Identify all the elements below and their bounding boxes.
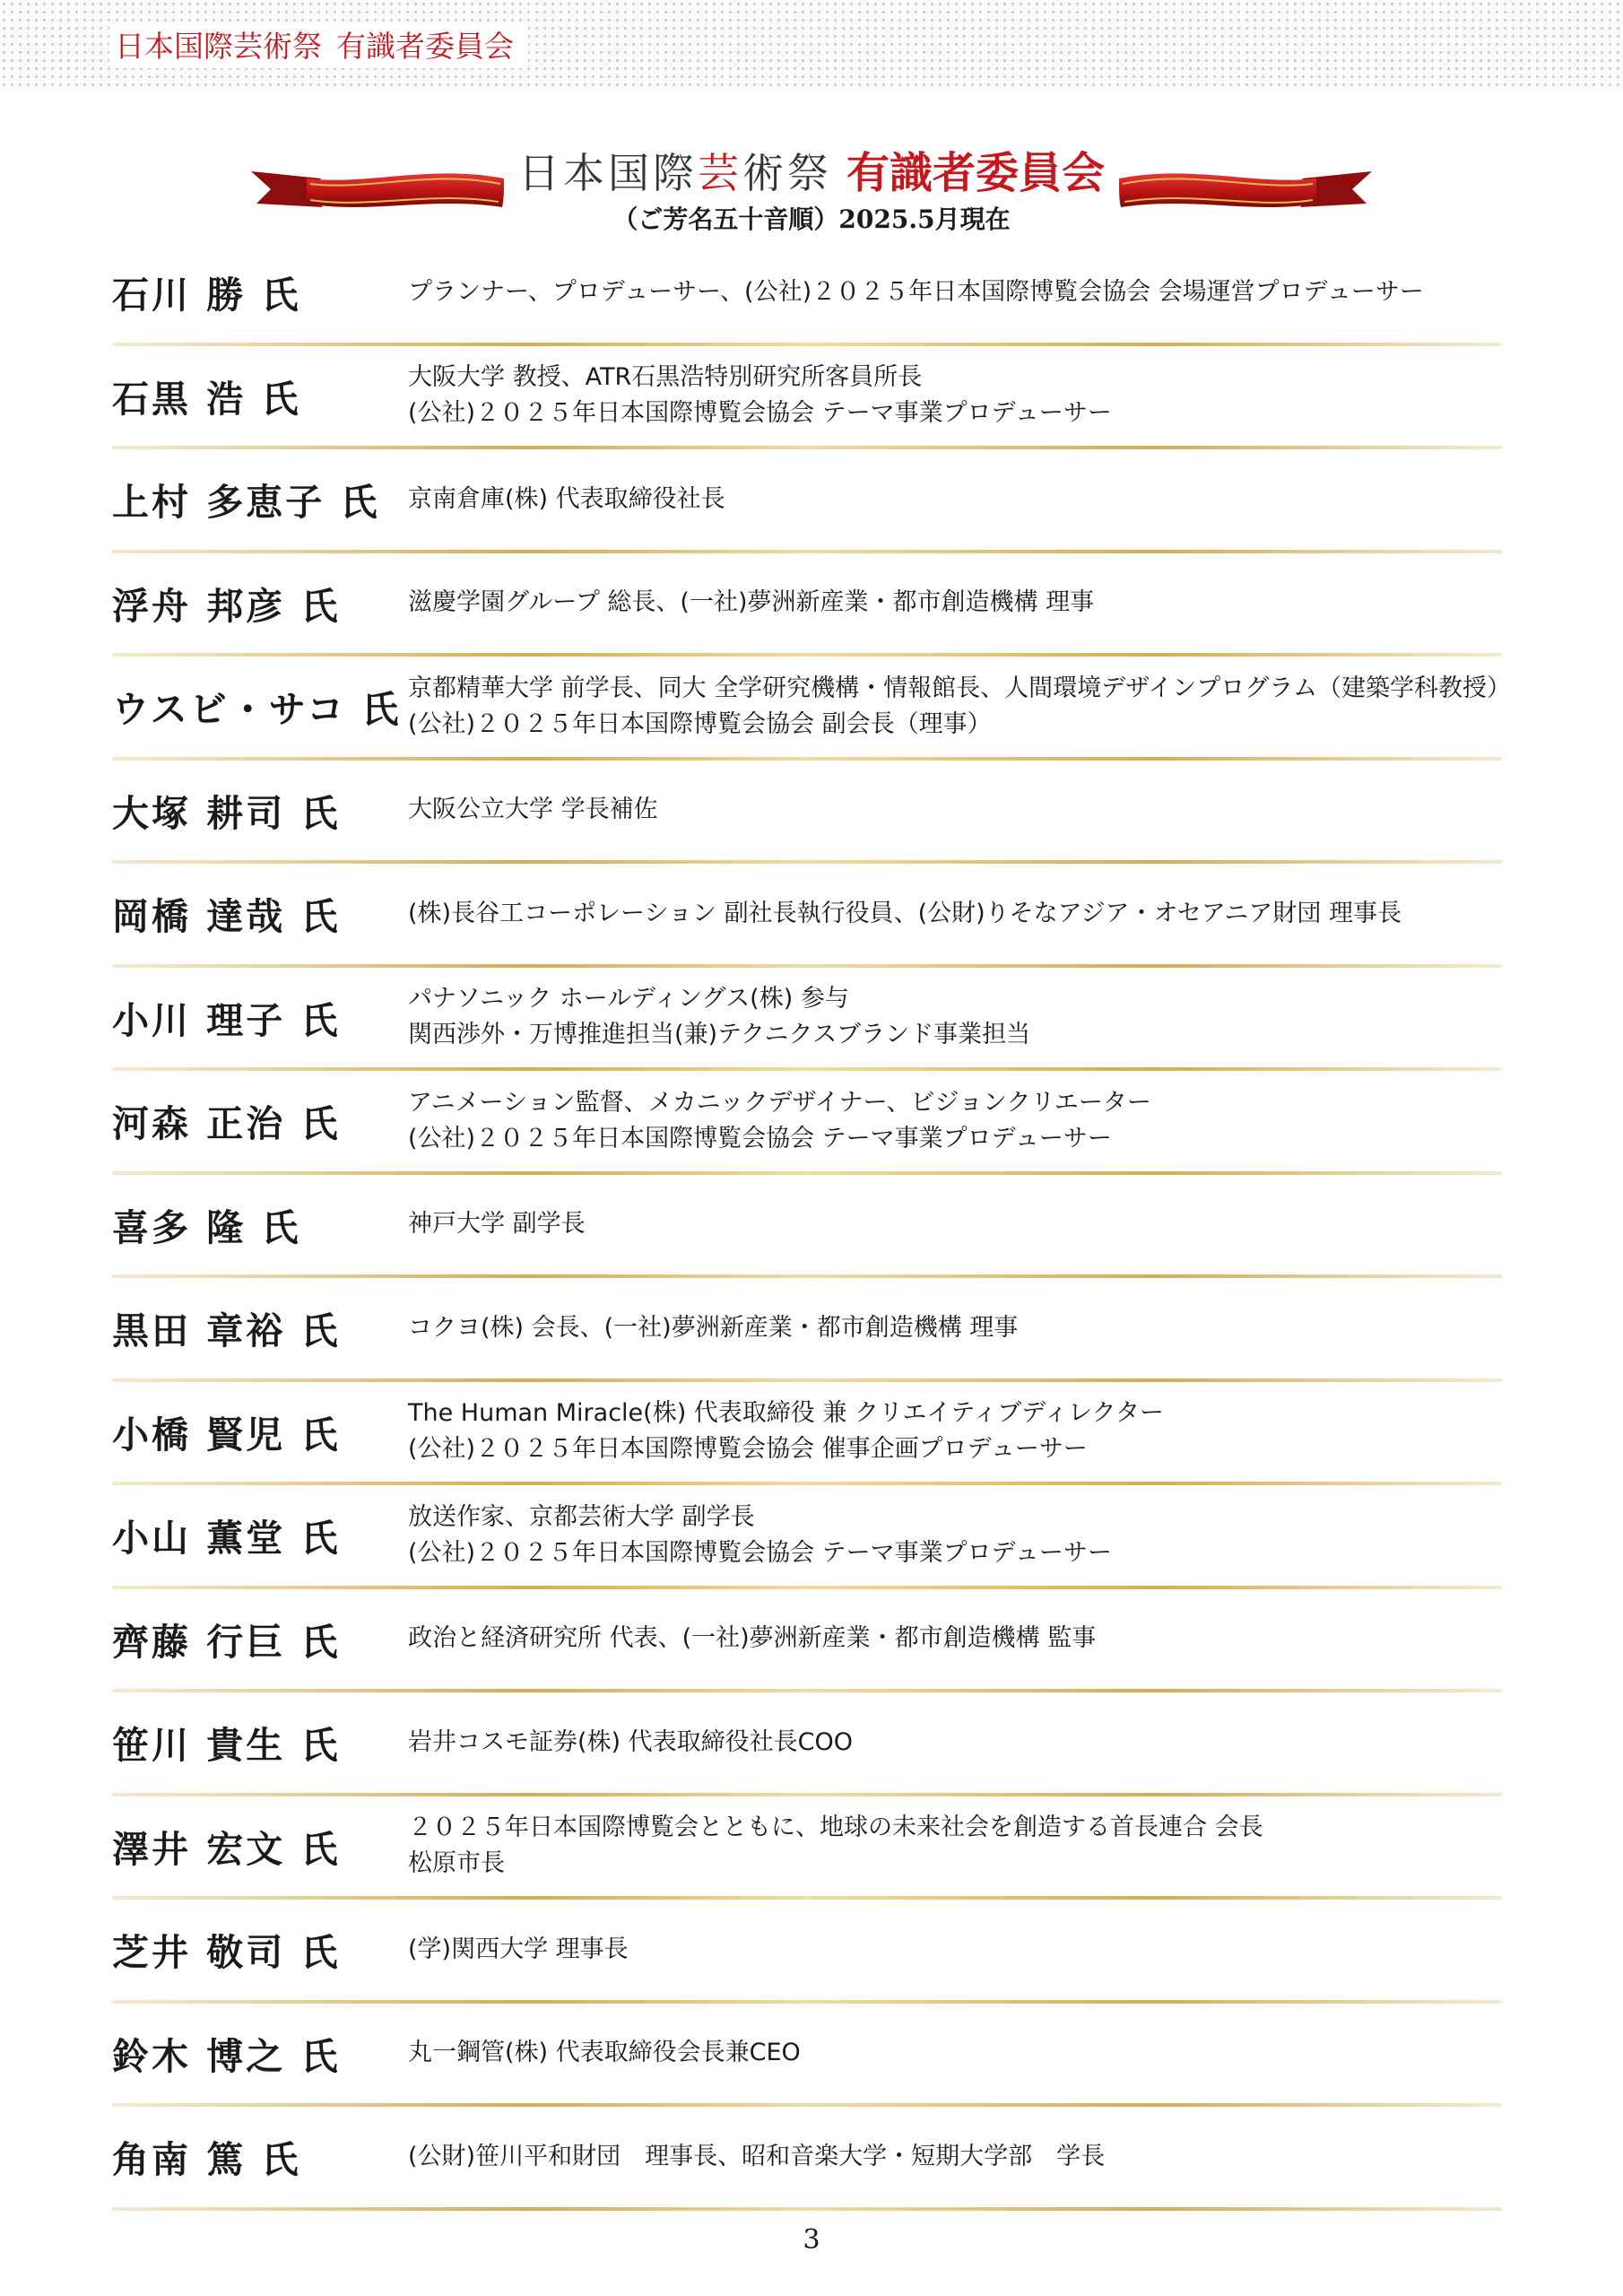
member-name: 小橋 賢児 氏	[112, 1413, 341, 1457]
member-affiliation	[408, 1071, 1502, 1170]
member-row	[112, 657, 1512, 761]
member-name: 大塚 耕司 氏	[112, 791, 341, 835]
member-name: 上村 多恵子 氏	[112, 481, 380, 524]
member-affiliation	[408, 1382, 1502, 1482]
member-name: 黒田 章裕 氏	[112, 1309, 341, 1352]
member-list	[112, 242, 1512, 2211]
member-name: 齊藤 行巨 氏	[112, 1620, 341, 1664]
member-affiliation	[408, 968, 1502, 1067]
member-affiliation	[408, 242, 1502, 342]
member-row	[112, 2107, 1502, 2211]
affiliation-line: 松原市長	[408, 1849, 505, 1877]
affiliation-line: 関西渉外・万博推進担当(兼)テクニクスブランド事業担当	[408, 1021, 1031, 1048]
member-affiliation	[408, 1900, 1502, 1999]
member-affiliation	[408, 1796, 1502, 1896]
affiliation-line: コクヨ(株) 会長、(一社)夢洲新産業・都市創造機構 理事	[408, 1313, 1019, 1342]
member-name: 浮舟 邦彦 氏	[112, 584, 341, 628]
title-org	[518, 149, 832, 197]
title-org-part1: 日本国際	[517, 149, 698, 197]
header-org-red: 芸	[233, 29, 263, 64]
member-name: 岡橋 達哉 氏	[112, 895, 341, 938]
affiliation-line: 丸一鋼管(株) 代表取締役会長兼CEO	[408, 2039, 801, 2066]
affiliation-line: The Human Miracle(株) 代表取締役 兼 クリエイティブディレクター	[408, 1399, 1165, 1427]
affiliation-line: (公社)２０２５年日本国際博覧会協会 催事企画プロデューサー	[408, 1435, 1088, 1463]
member-row	[112, 1589, 1502, 1693]
member-row	[112, 449, 1502, 553]
page-number: 3	[803, 2224, 820, 2256]
member-name: 澤井 宏文 氏	[112, 1827, 341, 1871]
member-affiliation	[408, 553, 1502, 653]
affiliation-line: 大阪大学 教授、ATR石黒浩特別研究所客員所長	[408, 363, 923, 391]
member-row	[112, 242, 1502, 346]
affiliation-line: ２０２５年日本国際博覧会とともに、地球の未来社会を創造する首長連合 会長	[408, 1813, 1263, 1841]
member-name: 芝井 敬司 氏	[112, 1931, 341, 1974]
affiliation-line: 政治と経済研究所 代表、(一社)夢洲新産業・都市創造機構 監事	[408, 1624, 1097, 1652]
affiliation-line: プランナー、プロデューサー、(公社)２０２５年日本国際博覧会協会 会場運営プロデューサー	[408, 277, 1424, 306]
affiliation-line: 神戸大学 副学長	[408, 1210, 586, 1238]
affiliation-line: アニメーション監督、メカニックデザイナー、ビジョンクリエーター	[408, 1088, 1151, 1117]
member-row	[112, 1382, 1502, 1486]
header-committee: 有識者委員会	[336, 29, 514, 64]
member-row	[112, 968, 1502, 1072]
member-row	[112, 2004, 1502, 2108]
affiliation-line: 京南倉庫(株) 代表取締役社長	[408, 484, 725, 513]
affiliation-line: (公財)笹川平和財団 理事長、昭和音楽大学・短期大学部 学長	[408, 2142, 1106, 2170]
member-name: 角南 篤 氏	[112, 2138, 301, 2181]
page-title	[242, 146, 1381, 200]
member-name: 小川 理子 氏	[112, 998, 341, 1042]
member-name: 石川 勝 氏	[112, 274, 301, 317]
member-affiliation	[408, 2107, 1502, 2206]
title-org-part2: 術祭	[742, 149, 832, 197]
affiliation-line: (株)長谷工コーポレーション 副社長執行役員、(公財)りそなアジア・オセアニア財団 理事長	[408, 899, 1402, 927]
member-name: 笹川 貴生 氏	[112, 1724, 341, 1767]
member-name: 河森 正治 氏	[112, 1102, 341, 1145]
member-name: 小山 薫堂 氏	[112, 1517, 341, 1560]
affiliation-line: (公社)２０２５年日本国際博覧会協会 テーマ事業プロデューサー	[408, 1124, 1112, 1152]
affiliation-line: (学)関西大学 理事長	[408, 1935, 629, 1963]
affiliation-line: 京都精華大学 前学長、同大 全学研究機構・情報館長、人間環境デザインプログラム（建築学科教授）	[408, 674, 1512, 702]
member-row	[112, 761, 1502, 865]
member-affiliation	[408, 346, 1502, 446]
title-committee: 有識者委員会	[846, 148, 1105, 198]
member-affiliation	[408, 449, 1502, 549]
header-org-part1: 日本国際	[115, 29, 233, 64]
page-subtitle: （ご芳名五十音順）2025.5月現在	[612, 204, 1011, 234]
member-row	[112, 553, 1502, 657]
member-row	[112, 1175, 1502, 1279]
affiliation-line: 岩井コスモ証券(株) 代表取締役社長COO	[408, 1727, 854, 1756]
affiliation-line: パナソニック ホールディングス(株) 参与	[408, 985, 849, 1013]
header-label	[109, 25, 528, 68]
member-affiliation	[408, 1175, 1502, 1274]
member-name: ウスビ・サコ 氏	[112, 688, 402, 731]
affiliation-line: 放送作家、京都芸術大学 副学長	[408, 1502, 755, 1531]
member-row	[112, 864, 1502, 968]
top-header-bar	[0, 0, 1623, 90]
affiliation-line: (公社)２０２５年日本国際博覧会協会 副会長（理事）	[408, 709, 992, 738]
title-block	[242, 139, 1381, 247]
member-row	[112, 1071, 1502, 1175]
affiliation-line: 滋慶学園グループ 総長、(一社)夢洲新産業・都市創造機構 理事	[408, 588, 1095, 616]
member-affiliation	[408, 2004, 1502, 2103]
member-row	[112, 1485, 1502, 1589]
member-affiliation	[408, 864, 1502, 963]
member-affiliation	[408, 1589, 1502, 1689]
member-affiliation	[408, 657, 1512, 756]
affiliation-line: 大阪公立大学 学長補佐	[408, 796, 658, 823]
member-row	[112, 1900, 1502, 2004]
affiliation-line: (公社)２０２５年日本国際博覧会協会 テーマ事業プロデューサー	[408, 399, 1112, 427]
member-affiliation	[408, 1692, 1502, 1792]
member-affiliation	[408, 1485, 1502, 1585]
member-name: 鈴木 博之 氏	[112, 2034, 341, 2078]
member-name: 喜多 隆 氏	[112, 1205, 301, 1249]
header-org-part2: 術祭	[263, 29, 322, 64]
member-affiliation	[408, 761, 1502, 860]
affiliation-line: (公社)２０２５年日本国際博覧会協会 テーマ事業プロデューサー	[408, 1538, 1112, 1567]
title-org-red: 芸	[697, 149, 742, 197]
member-row	[112, 1278, 1502, 1382]
member-row	[112, 1796, 1502, 1900]
member-affiliation	[408, 1278, 1502, 1378]
member-name: 石黒 浩 氏	[112, 377, 301, 421]
member-row	[112, 1692, 1502, 1796]
member-row	[112, 346, 1502, 450]
